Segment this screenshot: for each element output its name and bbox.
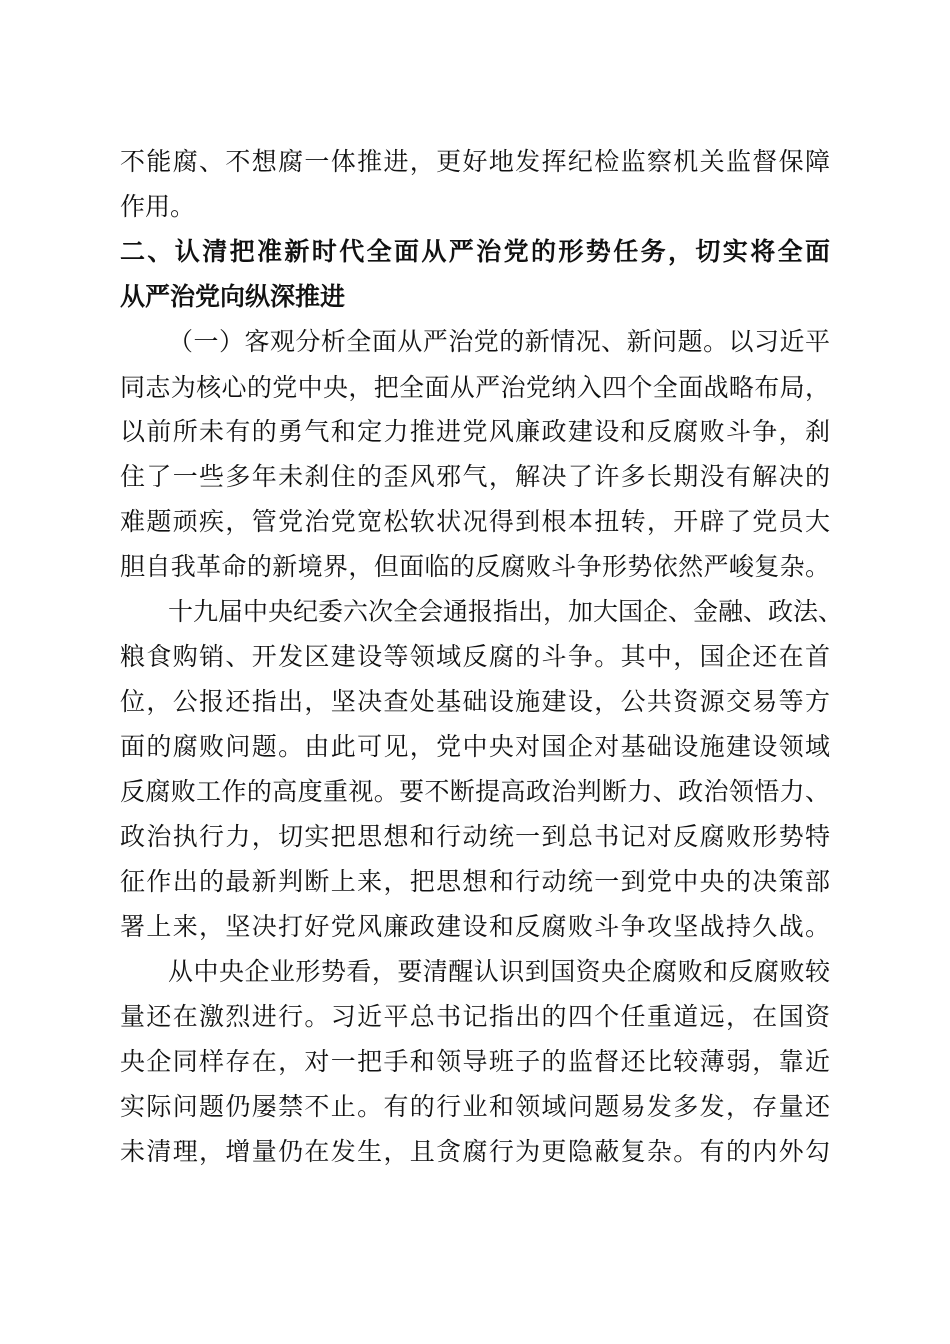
paragraph-line: 未清理，增量仍在发生，且贪腐行为更隐蔽复杂。有的内外勾 xyxy=(120,1137,830,1166)
section-heading-line: 二、认清把准新时代全面从严治党的形势任务，切实将全面 xyxy=(120,237,830,266)
paragraph-line: 以前所未有的勇气和定力推进党风廉政建设和反腐败斗争，刹 xyxy=(120,417,830,446)
paragraph-line: 位，公报还指出，坚决查处基础设施建设，公共资源交易等方 xyxy=(120,687,830,716)
paragraph-line: 征作出的最新判断上来，把思想和行动统一到党中央的决策部 xyxy=(120,867,830,896)
paragraph-line: 不能腐、不想腐一体推进，更好地发挥纪检监察机关监督保障 xyxy=(120,147,830,176)
paragraph-line: 署上来，坚决打好党风廉政建设和反腐败斗争攻坚战持久战。 xyxy=(120,912,830,941)
paragraph-line: 住了一些多年未刹住的歪风邪气，解决了许多长期没有解决的 xyxy=(120,462,830,491)
paragraph-line: 从中央企业形势看，要清醒认识到国资央企腐败和反腐败较 xyxy=(168,957,830,986)
paragraph-line: 央企同样存在，对一把手和领导班子的监督还比较薄弱，靠近 xyxy=(120,1047,830,1076)
paragraph-line: 实际问题仍屡禁不止。有的行业和领域问题易发多发，存量还 xyxy=(120,1092,830,1121)
paragraph-line: 胆自我革命的新境界，但面临的反腐败斗争形势依然严峻复杂。 xyxy=(120,552,830,581)
paragraph-line: 量还在激烈进行。习近平总书记指出的四个任重道远，在国资 xyxy=(120,1002,830,1031)
paragraph-line: 十九届中央纪委六次全会通报指出，加大国企、金融、政法、 xyxy=(168,597,844,626)
paragraph-line: 反腐败工作的高度重视。要不断提高政治判断力、政治领悟力、 xyxy=(120,777,830,806)
paragraph-line: 作用。 xyxy=(120,192,196,221)
paragraph-line: 同志为核心的党中央，把全面从严治党纳入四个全面战略布局， xyxy=(120,373,830,402)
paragraph-line: 难题顽疾，管党治党宽松软状况得到根本扭转，开辟了党员大 xyxy=(120,507,830,536)
paragraph-line: 政治执行力，切实把思想和行动统一到总书记对反腐败形势特 xyxy=(120,822,830,851)
paragraph-line: 粮食购销、开发区建设等领域反腐的斗争。其中，国企还在首 xyxy=(120,642,830,671)
paragraph-line: 面的腐败问题。由此可见，党中央对国企对基础设施建设领域 xyxy=(120,732,830,761)
paragraph-line: （一）客观分析全面从严治党的新情况、新问题。以习近平 xyxy=(168,327,830,356)
section-heading-line: 从严治党向纵深推进 xyxy=(120,282,346,311)
